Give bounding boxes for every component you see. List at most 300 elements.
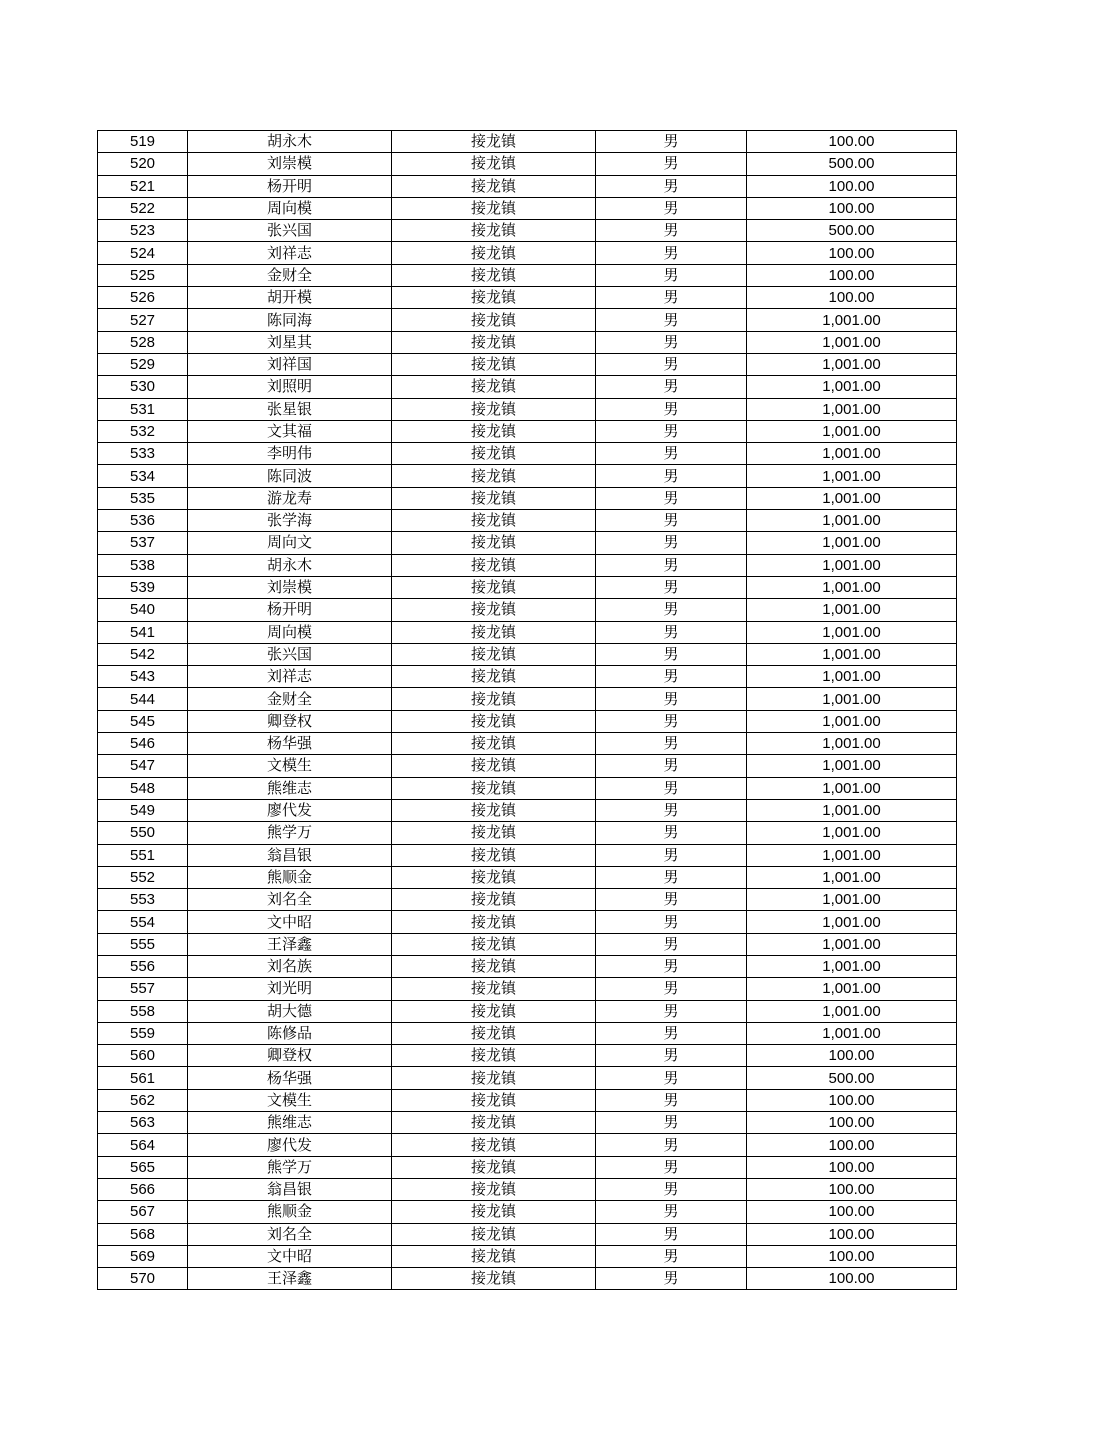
town-cell: 接龙镇 — [392, 1000, 596, 1022]
town-cell: 接龙镇 — [392, 420, 596, 442]
amount-cell: 1,001.00 — [747, 822, 957, 844]
name-cell: 周向模 — [188, 621, 392, 643]
table-row — [98, 376, 957, 398]
row-number-cell: 545 — [98, 710, 188, 732]
gender-cell: 男 — [596, 666, 747, 688]
row-number-cell: 530 — [98, 376, 188, 398]
table-row — [98, 131, 957, 153]
row-number-cell: 535 — [98, 487, 188, 509]
amount-cell: 100.00 — [747, 264, 957, 286]
amount-cell: 100.00 — [747, 1223, 957, 1245]
gender-cell: 男 — [596, 220, 747, 242]
row-number-cell: 528 — [98, 331, 188, 353]
table-row — [98, 487, 957, 509]
row-number-cell: 564 — [98, 1134, 188, 1156]
town-cell: 接龙镇 — [392, 911, 596, 933]
table-row — [98, 1022, 957, 1044]
town-cell: 接龙镇 — [392, 1067, 596, 1089]
amount-cell: 100.00 — [747, 287, 957, 309]
table-row — [98, 220, 957, 242]
table-row — [98, 889, 957, 911]
town-cell: 接龙镇 — [392, 353, 596, 375]
name-cell: 王泽鑫 — [188, 1268, 392, 1290]
town-cell: 接龙镇 — [392, 666, 596, 688]
row-number-cell: 543 — [98, 666, 188, 688]
gender-cell: 男 — [596, 1223, 747, 1245]
amount-cell: 1,001.00 — [747, 331, 957, 353]
gender-cell: 男 — [596, 799, 747, 821]
town-cell: 接龙镇 — [392, 621, 596, 643]
gender-cell: 男 — [596, 1268, 747, 1290]
row-number-cell: 546 — [98, 733, 188, 755]
amount-cell: 1,001.00 — [747, 733, 957, 755]
town-cell: 接龙镇 — [392, 264, 596, 286]
row-number-cell: 551 — [98, 844, 188, 866]
amount-cell: 1,001.00 — [747, 755, 957, 777]
town-cell: 接龙镇 — [392, 443, 596, 465]
table-row — [98, 643, 957, 665]
gender-cell: 男 — [596, 576, 747, 598]
name-cell: 廖代发 — [188, 1134, 392, 1156]
row-number-cell: 529 — [98, 353, 188, 375]
town-cell: 接龙镇 — [392, 1178, 596, 1200]
name-cell: 杨开明 — [188, 175, 392, 197]
town-cell: 接龙镇 — [392, 799, 596, 821]
gender-cell: 男 — [596, 755, 747, 777]
gender-cell: 男 — [596, 777, 747, 799]
gender-cell: 男 — [596, 733, 747, 755]
name-cell: 张学海 — [188, 510, 392, 532]
row-number-cell: 565 — [98, 1156, 188, 1178]
amount-cell: 100.00 — [747, 1089, 957, 1111]
row-number-cell: 544 — [98, 688, 188, 710]
name-cell: 杨华强 — [188, 733, 392, 755]
name-cell: 胡开模 — [188, 287, 392, 309]
row-number-cell: 547 — [98, 755, 188, 777]
gender-cell: 男 — [596, 1156, 747, 1178]
town-cell: 接龙镇 — [392, 688, 596, 710]
gender-cell: 男 — [596, 889, 747, 911]
town-cell: 接龙镇 — [392, 487, 596, 509]
amount-cell: 1,001.00 — [747, 599, 957, 621]
town-cell: 接龙镇 — [392, 242, 596, 264]
gender-cell: 男 — [596, 287, 747, 309]
row-number-cell: 527 — [98, 309, 188, 331]
town-cell: 接龙镇 — [392, 576, 596, 598]
name-cell: 杨华强 — [188, 1067, 392, 1089]
gender-cell: 男 — [596, 532, 747, 554]
amount-cell: 1,001.00 — [747, 443, 957, 465]
row-number-cell: 541 — [98, 621, 188, 643]
amount-cell: 1,001.00 — [747, 309, 957, 331]
town-cell: 接龙镇 — [392, 309, 596, 331]
gender-cell: 男 — [596, 1000, 747, 1022]
row-number-cell: 570 — [98, 1268, 188, 1290]
row-number-cell: 567 — [98, 1201, 188, 1223]
name-cell: 熊维志 — [188, 1112, 392, 1134]
name-cell: 周向模 — [188, 197, 392, 219]
gender-cell: 男 — [596, 309, 747, 331]
table-row — [98, 844, 957, 866]
amount-cell: 100.00 — [747, 242, 957, 264]
gender-cell: 男 — [596, 197, 747, 219]
table-row — [98, 777, 957, 799]
row-number-cell: 531 — [98, 398, 188, 420]
table-row — [98, 1045, 957, 1067]
town-cell: 接龙镇 — [392, 175, 596, 197]
gender-cell: 男 — [596, 911, 747, 933]
row-number-cell: 519 — [98, 131, 188, 153]
amount-cell: 1,001.00 — [747, 554, 957, 576]
gender-cell: 男 — [596, 398, 747, 420]
town-cell: 接龙镇 — [392, 532, 596, 554]
gender-cell: 男 — [596, 353, 747, 375]
gender-cell: 男 — [596, 1067, 747, 1089]
table-row — [98, 331, 957, 353]
town-cell: 接龙镇 — [392, 710, 596, 732]
table-row — [98, 153, 957, 175]
town-cell: 接龙镇 — [392, 866, 596, 888]
town-cell: 接龙镇 — [392, 1022, 596, 1044]
town-cell: 接龙镇 — [392, 554, 596, 576]
name-cell: 刘星其 — [188, 331, 392, 353]
gender-cell: 男 — [596, 688, 747, 710]
name-cell: 刘名族 — [188, 955, 392, 977]
row-number-cell: 549 — [98, 799, 188, 821]
amount-cell: 100.00 — [747, 175, 957, 197]
gender-cell: 男 — [596, 1045, 747, 1067]
gender-cell: 男 — [596, 1134, 747, 1156]
row-number-cell: 524 — [98, 242, 188, 264]
amount-cell: 500.00 — [747, 1067, 957, 1089]
gender-cell: 男 — [596, 1245, 747, 1267]
data-table — [97, 130, 957, 1290]
table-row — [98, 599, 957, 621]
table-row — [98, 799, 957, 821]
town-cell: 接龙镇 — [392, 1112, 596, 1134]
amount-cell: 1,001.00 — [747, 933, 957, 955]
row-number-cell: 554 — [98, 911, 188, 933]
row-number-cell: 538 — [98, 554, 188, 576]
row-number-cell: 522 — [98, 197, 188, 219]
amount-cell: 100.00 — [747, 1178, 957, 1200]
name-cell: 胡大德 — [188, 1000, 392, 1022]
row-number-cell: 557 — [98, 978, 188, 1000]
town-cell: 接龙镇 — [392, 331, 596, 353]
row-number-cell: 550 — [98, 822, 188, 844]
name-cell: 文模生 — [188, 755, 392, 777]
name-cell: 杨开明 — [188, 599, 392, 621]
name-cell: 刘祥志 — [188, 242, 392, 264]
row-number-cell: 562 — [98, 1089, 188, 1111]
town-cell: 接龙镇 — [392, 955, 596, 977]
gender-cell: 男 — [596, 376, 747, 398]
row-number-cell: 569 — [98, 1245, 188, 1267]
table-row — [98, 1245, 957, 1267]
row-number-cell: 553 — [98, 889, 188, 911]
name-cell: 陈同海 — [188, 309, 392, 331]
name-cell: 刘崇模 — [188, 153, 392, 175]
name-cell: 文中昭 — [188, 1245, 392, 1267]
table-row — [98, 933, 957, 955]
gender-cell: 男 — [596, 1089, 747, 1111]
row-number-cell: 563 — [98, 1112, 188, 1134]
town-cell: 接龙镇 — [392, 777, 596, 799]
row-number-cell: 558 — [98, 1000, 188, 1022]
table-row — [98, 443, 957, 465]
name-cell: 金财全 — [188, 688, 392, 710]
town-cell: 接龙镇 — [392, 1201, 596, 1223]
name-cell: 熊学万 — [188, 1156, 392, 1178]
gender-cell: 男 — [596, 510, 747, 532]
name-cell: 胡永木 — [188, 554, 392, 576]
name-cell: 陈同波 — [188, 465, 392, 487]
table-row — [98, 911, 957, 933]
amount-cell: 1,001.00 — [747, 1000, 957, 1022]
town-cell: 接龙镇 — [392, 643, 596, 665]
table-row — [98, 1201, 957, 1223]
gender-cell: 男 — [596, 443, 747, 465]
table-body — [98, 131, 957, 1290]
amount-cell: 1,001.00 — [747, 510, 957, 532]
row-number-cell: 561 — [98, 1067, 188, 1089]
town-cell: 接龙镇 — [392, 1245, 596, 1267]
row-number-cell: 566 — [98, 1178, 188, 1200]
table-row — [98, 175, 957, 197]
gender-cell: 男 — [596, 465, 747, 487]
name-cell: 胡永木 — [188, 131, 392, 153]
town-cell: 接龙镇 — [392, 599, 596, 621]
amount-cell: 1,001.00 — [747, 576, 957, 598]
table-row — [98, 955, 957, 977]
gender-cell: 男 — [596, 933, 747, 955]
town-cell: 接龙镇 — [392, 220, 596, 242]
gender-cell: 男 — [596, 175, 747, 197]
gender-cell: 男 — [596, 331, 747, 353]
table-row — [98, 264, 957, 286]
row-number-cell: 555 — [98, 933, 188, 955]
gender-cell: 男 — [596, 1178, 747, 1200]
town-cell: 接龙镇 — [392, 1156, 596, 1178]
town-cell: 接龙镇 — [392, 978, 596, 1000]
gender-cell: 男 — [596, 955, 747, 977]
gender-cell: 男 — [596, 844, 747, 866]
gender-cell: 男 — [596, 822, 747, 844]
town-cell: 接龙镇 — [392, 844, 596, 866]
amount-cell: 1,001.00 — [747, 465, 957, 487]
name-cell: 卿登权 — [188, 710, 392, 732]
row-number-cell: 523 — [98, 220, 188, 242]
amount-cell: 1,001.00 — [747, 621, 957, 643]
table-row — [98, 666, 957, 688]
row-number-cell: 525 — [98, 264, 188, 286]
amount-cell: 100.00 — [747, 197, 957, 219]
name-cell: 刘崇模 — [188, 576, 392, 598]
amount-cell: 1,001.00 — [747, 1022, 957, 1044]
name-cell: 刘祥志 — [188, 666, 392, 688]
row-number-cell: 534 — [98, 465, 188, 487]
gender-cell: 男 — [596, 131, 747, 153]
table-row — [98, 197, 957, 219]
town-cell: 接龙镇 — [392, 1134, 596, 1156]
table-row — [98, 1178, 957, 1200]
name-cell: 张星银 — [188, 398, 392, 420]
table-row — [98, 510, 957, 532]
table-row — [98, 420, 957, 442]
gender-cell: 男 — [596, 264, 747, 286]
town-cell: 接龙镇 — [392, 733, 596, 755]
amount-cell: 1,001.00 — [747, 353, 957, 375]
row-number-cell: 556 — [98, 955, 188, 977]
gender-cell: 男 — [596, 153, 747, 175]
row-number-cell: 520 — [98, 153, 188, 175]
amount-cell: 1,001.00 — [747, 911, 957, 933]
amount-cell: 1,001.00 — [747, 710, 957, 732]
amount-cell: 1,001.00 — [747, 777, 957, 799]
gender-cell: 男 — [596, 1112, 747, 1134]
name-cell: 刘名全 — [188, 889, 392, 911]
table-row — [98, 1223, 957, 1245]
amount-cell: 100.00 — [747, 1112, 957, 1134]
table-row — [98, 398, 957, 420]
town-cell: 接龙镇 — [392, 933, 596, 955]
gender-cell: 男 — [596, 643, 747, 665]
table-row — [98, 733, 957, 755]
name-cell: 文其福 — [188, 420, 392, 442]
table-row — [98, 688, 957, 710]
amount-cell: 500.00 — [747, 220, 957, 242]
amount-cell: 1,001.00 — [747, 799, 957, 821]
amount-cell: 100.00 — [747, 131, 957, 153]
table-row — [98, 532, 957, 554]
amount-cell: 1,001.00 — [747, 844, 957, 866]
row-number-cell: 526 — [98, 287, 188, 309]
name-cell: 李明伟 — [188, 443, 392, 465]
amount-cell: 100.00 — [747, 1045, 957, 1067]
gender-cell: 男 — [596, 599, 747, 621]
name-cell: 熊顺金 — [188, 1201, 392, 1223]
gender-cell: 男 — [596, 866, 747, 888]
amount-cell: 100.00 — [747, 1156, 957, 1178]
table-row — [98, 710, 957, 732]
amount-cell: 500.00 — [747, 153, 957, 175]
name-cell: 翁昌银 — [188, 1178, 392, 1200]
amount-cell: 1,001.00 — [747, 688, 957, 710]
gender-cell: 男 — [596, 420, 747, 442]
town-cell: 接龙镇 — [392, 197, 596, 219]
town-cell: 接龙镇 — [392, 398, 596, 420]
town-cell: 接龙镇 — [392, 376, 596, 398]
town-cell: 接龙镇 — [392, 1045, 596, 1067]
town-cell: 接龙镇 — [392, 1089, 596, 1111]
town-cell: 接龙镇 — [392, 465, 596, 487]
name-cell: 文模生 — [188, 1089, 392, 1111]
table-row — [98, 866, 957, 888]
gender-cell: 男 — [596, 1022, 747, 1044]
row-number-cell: 559 — [98, 1022, 188, 1044]
amount-cell: 100.00 — [747, 1245, 957, 1267]
row-number-cell: 560 — [98, 1045, 188, 1067]
row-number-cell: 533 — [98, 443, 188, 465]
gender-cell: 男 — [596, 487, 747, 509]
amount-cell: 1,001.00 — [747, 889, 957, 911]
town-cell: 接龙镇 — [392, 889, 596, 911]
name-cell: 刘祥国 — [188, 353, 392, 375]
table-row — [98, 1268, 957, 1290]
amount-cell: 1,001.00 — [747, 420, 957, 442]
row-number-cell: 536 — [98, 510, 188, 532]
name-cell: 王泽鑫 — [188, 933, 392, 955]
table-row — [98, 1067, 957, 1089]
amount-cell: 1,001.00 — [747, 666, 957, 688]
table-row — [98, 353, 957, 375]
row-number-cell: 552 — [98, 866, 188, 888]
amount-cell: 1,001.00 — [747, 398, 957, 420]
town-cell: 接龙镇 — [392, 1223, 596, 1245]
table-row — [98, 465, 957, 487]
table-row — [98, 978, 957, 1000]
amount-cell: 100.00 — [747, 1268, 957, 1290]
row-number-cell: 568 — [98, 1223, 188, 1245]
gender-cell: 男 — [596, 1201, 747, 1223]
name-cell: 张兴国 — [188, 220, 392, 242]
amount-cell: 1,001.00 — [747, 487, 957, 509]
table-row — [98, 1156, 957, 1178]
amount-cell: 1,001.00 — [747, 532, 957, 554]
gender-cell: 男 — [596, 554, 747, 576]
row-number-cell: 539 — [98, 576, 188, 598]
name-cell: 金财全 — [188, 264, 392, 286]
row-number-cell: 540 — [98, 599, 188, 621]
name-cell: 熊学万 — [188, 822, 392, 844]
row-number-cell: 542 — [98, 643, 188, 665]
name-cell: 翁昌银 — [188, 844, 392, 866]
row-number-cell: 537 — [98, 532, 188, 554]
table-row — [98, 1134, 957, 1156]
table-row — [98, 1089, 957, 1111]
row-number-cell: 521 — [98, 175, 188, 197]
name-cell: 刘照明 — [188, 376, 392, 398]
name-cell: 陈修品 — [188, 1022, 392, 1044]
name-cell: 刘名全 — [188, 1223, 392, 1245]
table-row — [98, 621, 957, 643]
table-row — [98, 1112, 957, 1134]
gender-cell: 男 — [596, 978, 747, 1000]
town-cell: 接龙镇 — [392, 510, 596, 532]
table-row — [98, 576, 957, 598]
amount-cell: 1,001.00 — [747, 866, 957, 888]
amount-cell: 1,001.00 — [747, 978, 957, 1000]
table-row — [98, 287, 957, 309]
gender-cell: 男 — [596, 621, 747, 643]
table-row — [98, 1000, 957, 1022]
table-row — [98, 309, 957, 331]
town-cell: 接龙镇 — [392, 1268, 596, 1290]
name-cell: 张兴国 — [188, 643, 392, 665]
town-cell: 接龙镇 — [392, 755, 596, 777]
row-number-cell: 532 — [98, 420, 188, 442]
name-cell: 廖代发 — [188, 799, 392, 821]
name-cell: 周向文 — [188, 532, 392, 554]
gender-cell: 男 — [596, 710, 747, 732]
amount-cell: 1,001.00 — [747, 643, 957, 665]
amount-cell: 1,001.00 — [747, 376, 957, 398]
table-row — [98, 554, 957, 576]
name-cell: 游龙寿 — [188, 487, 392, 509]
table-row — [98, 822, 957, 844]
name-cell: 熊维志 — [188, 777, 392, 799]
amount-cell: 100.00 — [747, 1201, 957, 1223]
